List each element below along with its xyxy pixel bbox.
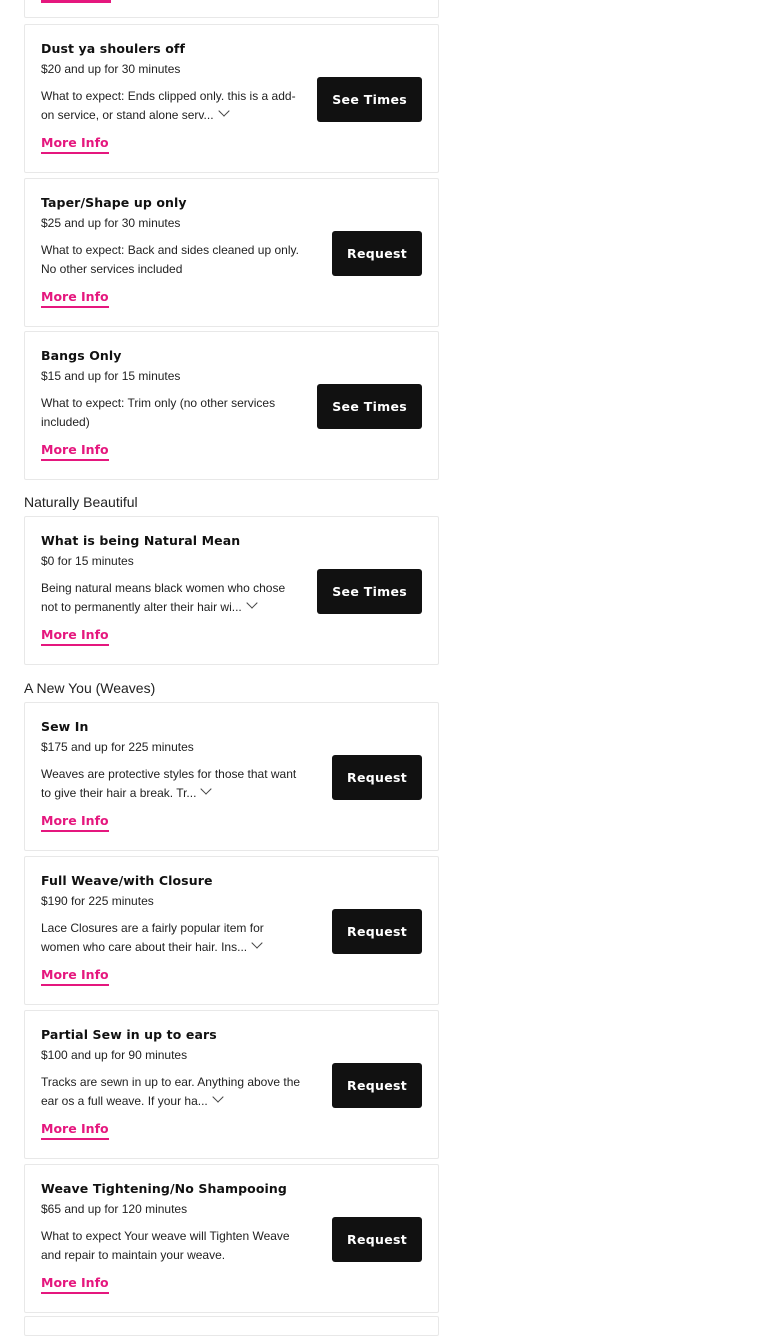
service-card	[24, 516, 439, 665]
service-price: $175 and up for 225 minutes	[41, 740, 194, 754]
section-title: A New You (Weaves)	[24, 680, 156, 696]
chevron-down-icon[interactable]	[212, 1091, 223, 1102]
service-card	[24, 178, 439, 327]
service-name: Taper/Shape up only	[41, 195, 187, 210]
request-button[interactable]: Request	[332, 909, 422, 954]
see-times-button[interactable]: See Times	[317, 569, 422, 614]
service-description[interactable]	[41, 765, 301, 802]
more-info-link[interactable]: More Info	[41, 1122, 109, 1140]
service-price: $25 and up for 30 minutes	[41, 216, 181, 230]
service-price: $190 for 225 minutes	[41, 894, 154, 908]
service-description-text: Tracks are sewn in up to ear. Anything above the ear os a full weave. If your ha...	[41, 1075, 301, 1108]
more-info-link[interactable]: More Info	[41, 814, 109, 832]
request-button[interactable]: Request	[332, 1217, 422, 1262]
service-description[interactable]	[41, 87, 301, 124]
more-info-link[interactable]: More Info	[41, 443, 109, 461]
chevron-down-icon[interactable]	[251, 937, 262, 948]
chevron-down-icon[interactable]	[218, 105, 229, 116]
more-info-link[interactable]: More Info	[41, 290, 109, 308]
service-name: Weave Tightening/No Shampooing	[41, 1181, 287, 1196]
service-price: $20 and up for 30 minutes	[41, 62, 181, 76]
more-info-link[interactable]: More Info	[41, 1276, 109, 1294]
service-card	[24, 24, 439, 173]
service-price: $65 and up for 120 minutes	[41, 1202, 188, 1216]
see-times-button[interactable]: See Times	[317, 77, 422, 122]
more-info-link[interactable]: More Info	[41, 968, 109, 986]
service-description-text: What to expect: Back and sides cleaned up only. No other services included	[41, 243, 299, 276]
service-card	[24, 702, 439, 851]
see-times-button[interactable]: See Times	[317, 384, 422, 429]
service-description	[41, 1227, 301, 1264]
section-title: Naturally Beautiful	[24, 494, 138, 510]
service-description[interactable]	[41, 1073, 301, 1110]
service-price: $100 and up for 90 minutes	[41, 1048, 188, 1062]
request-button[interactable]: Request	[332, 231, 422, 276]
more-info-link[interactable]: More Info	[41, 628, 109, 646]
service-card-partial-bottom	[24, 1316, 439, 1336]
service-card	[24, 1010, 439, 1159]
service-description-text: What to expect Your weave will Tighten Weave and repair to maintain your weave.	[41, 1229, 290, 1262]
more-info-link-partial[interactable]	[41, 0, 111, 3]
request-button[interactable]: Request	[332, 1063, 422, 1108]
service-name: Full Weave/with Closure	[41, 873, 213, 888]
service-description[interactable]	[41, 579, 301, 616]
service-card	[24, 331, 439, 480]
service-name: What is being Natural Mean	[41, 533, 241, 548]
service-description[interactable]	[41, 919, 301, 956]
chevron-down-icon[interactable]	[246, 597, 257, 608]
chevron-down-icon[interactable]	[201, 783, 212, 794]
service-description-text: What to expect: Trim only (no other services included)	[41, 396, 276, 429]
service-description	[41, 241, 301, 278]
service-description-text: Lace Closures are a fairly popular item for women who care about their hair. Ins...	[41, 921, 264, 954]
service-name: Bangs Only	[41, 348, 122, 363]
service-name: Dust ya shoulers off	[41, 41, 185, 56]
service-card	[24, 856, 439, 1005]
more-info-link[interactable]: More Info	[41, 136, 109, 154]
service-price: $15 and up for 15 minutes	[41, 369, 181, 383]
service-name: Partial Sew in up to ears	[41, 1027, 217, 1042]
service-price: $0 for 15 minutes	[41, 554, 134, 568]
service-card-partial-top	[24, 0, 439, 18]
service-description-text: Being natural means black women who chose not to permanently alter their hair wi...	[41, 581, 286, 614]
service-description-text: What to expect: Ends clipped only. this is a add-on service, or stand alone serv...	[41, 89, 296, 122]
service-name: Sew In	[41, 719, 89, 734]
service-description-text: Weaves are protective styles for those that want to give their hair a break. Tr...	[41, 767, 297, 800]
service-card	[24, 1164, 439, 1313]
request-button[interactable]: Request	[332, 755, 422, 800]
service-description	[41, 394, 301, 431]
